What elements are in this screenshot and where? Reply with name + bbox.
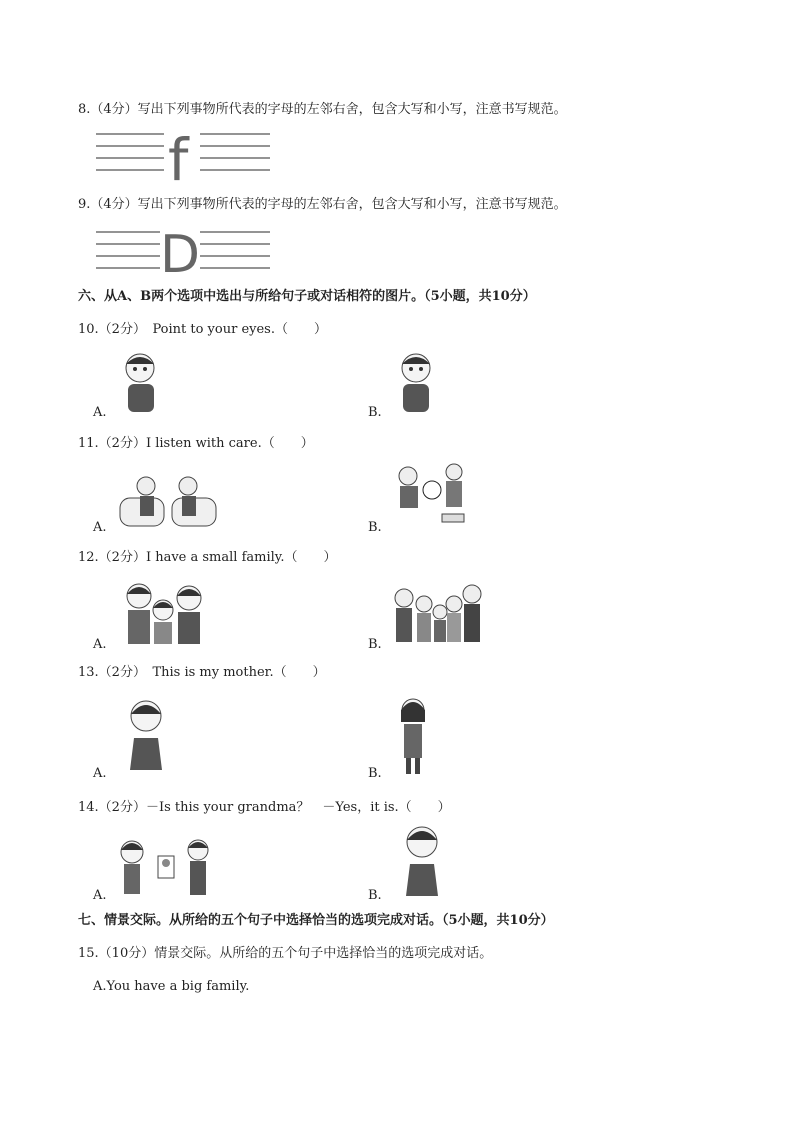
q10-option-b-image [392,350,442,416]
q12-option-b-image [392,582,484,646]
q9-letter-lines-image [94,222,274,278]
q14-option-b-label: B. [368,888,382,903]
q14-option-b-image [398,824,446,900]
q11-option-b-image [392,462,472,528]
question-12-text: 12.（2分）I have a small family.（ ） [78,550,337,565]
q8-letter-lines-image [94,126,274,186]
question-8-text: 8.（4分）写出下列事物所代表的字母的左邻右舍，包含大写和小写，注意书写规范。 [78,102,567,117]
q13-option-a-label: A. [93,766,107,781]
q8-letter: f [168,126,189,186]
q14-option-a-label: A. [93,888,107,903]
q13-option-b-label: B. [368,766,382,781]
question-10-text: 10.（2分） Point to your eyes.（ ） [78,322,327,337]
q12-option-a-label: A. [93,637,107,652]
q10-option-b-label: B. [368,405,382,420]
section-6-heading: 六、从A、B两个选项中选出与所给句子或对话相符的图片。（5小题，共10分） [78,289,536,304]
q13-option-a-image [124,698,168,776]
question-15-text: 15.（10分）情景交际。从所给的五个句子中选择恰当的选项完成对话。 [78,946,493,961]
question-13-text: 13.（2分） This is my mother.（ ） [78,665,326,680]
q12-option-a-image [123,582,217,646]
section-7-heading: 七、情景交际。从所给的五个句子中选择恰当的选项完成对话。（5小题，共10分） [78,913,554,928]
q11-option-a-image [118,470,218,530]
q12-option-b-label: B. [368,637,382,652]
question-14-text: 14.（2分）－Is this your grandma？ －Yes，it is.（ ） [78,800,451,815]
q9-letter: D [160,225,201,278]
q10-option-a-label: A. [93,405,107,420]
q10-option-a-image [118,350,168,416]
question-9-text: 9.（4分）写出下列事物所代表的字母的左邻右舍，包含大写和小写，注意书写规范。 [78,197,567,212]
q13-option-b-image [396,696,430,776]
q11-option-a-label: A. [93,520,107,535]
question-11-text: 11.（2分）I listen with care.（ ） [78,436,314,451]
q15-option-a-text: A.You have a big family. [93,979,250,994]
q14-option-a-image [118,838,214,898]
q11-option-b-label: B. [368,520,382,535]
